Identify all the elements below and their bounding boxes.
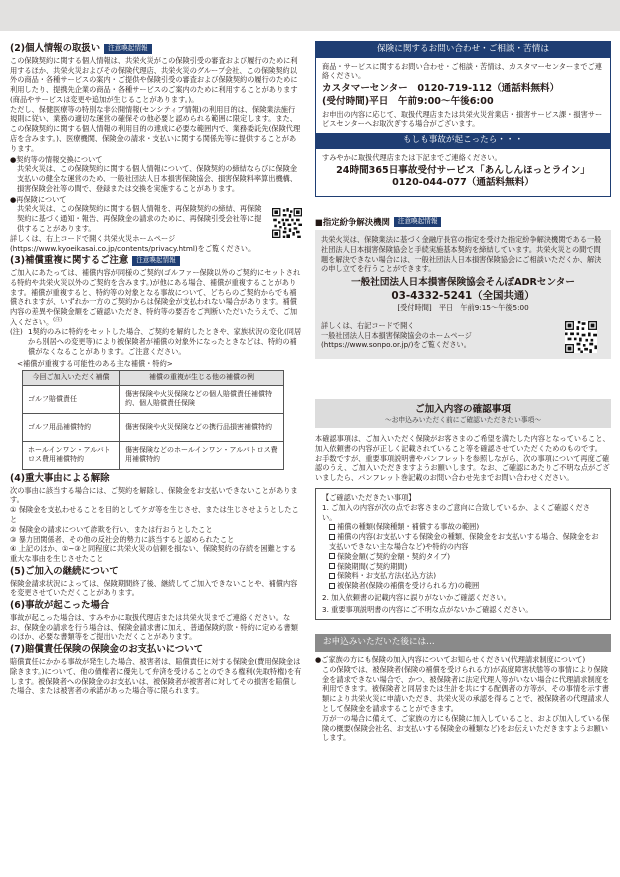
- checkbox-icon[interactable]: [329, 524, 335, 530]
- contact-title: 保険に関するお問い合わせ・ご相談・苦情は: [316, 42, 610, 58]
- table-header: 今回ご加入いただく補償: [23, 371, 120, 386]
- adr-more: 詳しくは、右記コードで開く: [321, 320, 415, 330]
- privacy-heading: (2)個人情報の取扱い 注意喚起情報: [10, 43, 302, 55]
- confirm-paragraph-2: お手数ですが、重要事項説明書やパンフレットを参照しながら、次の事項について再度ご確認のうえ、ご加入いただきますようお願いします。なお、ご確認にあたりご不明な点がございましたら、パンフレット巻記載のお問い合わせ先までお問い合わせください。: [315, 453, 610, 483]
- confirm-title-band: [315, 399, 611, 428]
- continue-text: 保険金請求状況によっては、保険期間終了後、継続してご加入できないことや、補償内容を変更させていただくことがあります。: [10, 578, 298, 598]
- checkbox-row[interactable]: 補償の種類(保険種類・補償する事故の範囲): [322, 522, 604, 532]
- privacy-section: [10, 43, 302, 253]
- adr-more-2: 一般社団法人日本損害保険協会のホームページ: [321, 330, 472, 340]
- overlap-note: (注) 1契約のみに特約をセットした場合、ご契約を解約したときや、家族状況の変化(同居から別居への変更等)により被保険者が補償の対象外になったときなどは、特約の補償がなくなることがあります。ご注意ください。: [10, 327, 302, 356]
- after-text-2: 万が一の場合に備えて、ご家族の方にも保険に加入していること、および加入している保険の概要(保険会社名、お支払いする保険金の種類など)をお伝えいただきますようお願いします。: [322, 713, 610, 743]
- table-caption: <補償が重複する可能性のある主な補償・特約>: [17, 358, 173, 368]
- after-bullet: ●ご家族の方にも保険の加入内容についてお知らせください(代理請求制度について): [315, 655, 586, 665]
- overlap-paragraph: ご加入にあたっては、補償内容が同様のご契約(ゴルファー保険以外のご契約にセットされる特約や共栄火災以外のご契約を含みます。)が他にある場合、補償が重複することがあります。補償が重複すると、特約等の対象となる事故について、どちらのご契約からでも補償されますが、いずれか一方のご契約からは保険金が支払われない場合があります。補償内容の差異や保険金額をご確認いただき、特約等の要否をご判断いただいたうえで、ご加入ください。$^{(注)}$: [10, 268, 301, 327]
- checkbox-row[interactable]: 補償の内容(お支払いする保険金の種類、保険金をお支払いする場合、保険金をお支払いできない主な場合など)や特約の内容: [329, 532, 599, 551]
- table-cell: 傷害保険や火災保険などの携行品損害補償特約: [120, 413, 284, 441]
- overlap-heading: (3)補償重複に関するご注意 注意喚起情報: [10, 255, 302, 267]
- continue-section: [10, 566, 302, 598]
- table-cell: ホールインワン・アルバトロス費用補償特約: [23, 441, 120, 469]
- cancel-heading: (4)重大事由による解除: [10, 472, 110, 484]
- liability-heading: (7)賠償責任保険の保険金のお支払いについて: [10, 644, 204, 656]
- cancel-intro: 次の事由に該当する場合には、ご契約を解除し、保険金をお支払いできないことがあります。: [10, 485, 298, 505]
- confirm-paragraph-1: 本確認事項は、ご加入いただく保険がお客さまのご希望を満たした内容となっていること、加入依頼書の内容が正しく記載されていること等を確認させていただくためのものです。: [315, 434, 610, 453]
- accident-heading: (6)事故が起こった場合: [10, 600, 110, 612]
- table-cell: ゴルフ賠償責任: [23, 385, 120, 413]
- liability-text: 賠償責任にかかる事故が発生した場合、被害者は、賠償責任に対する保険金(費用保険金は除きます。)について、他の債権者に優先して弁済を受けることのできる権利(先取特権)を有します。被保険者への保険金のお支払いは、被保険者が被害者に対してその損害を賠償した場合、または被害者の承諾があった場合等に限られます。: [10, 657, 302, 696]
- list-item: ④ 上記のほか、①~③と同程度に共栄火災の信頼を損ない、保険契約の存続を困難とする重大な事由を生じさせたこと: [10, 544, 297, 564]
- checkbox-icon[interactable]: [329, 563, 335, 569]
- checkbox-icon[interactable]: [329, 553, 335, 559]
- table-cell: 傷害保険などのホールインワン・アルバトロス費用補償特約: [120, 441, 284, 469]
- liability-section: [10, 644, 302, 696]
- continue-heading: (5)ご加入の継続について: [10, 565, 119, 577]
- checklist-item: 1. ご加入の内容が次の点でお客さまのご意向に合致しているか、よくご確認ください。: [322, 502, 590, 522]
- checklist-title: 【ご確認いただきたい事項】: [322, 493, 416, 503]
- caution-tag: 注意喚起情報: [394, 217, 442, 227]
- accident-section: [10, 600, 302, 642]
- top-band: [0, 0, 620, 31]
- checkbox-icon[interactable]: [329, 573, 335, 579]
- privacy-paragraph-1: この保険契約に関する個人情報は、共栄火災がこの保険引受の審査および履行のために利用するほか、共栄火災およびその保険代理店、共栄火災のグループ会社、この保険契約以外の商品・各種サービスの案内・ご提供や保険引受の審査および保険契約の履行のために利用したり、提携先企業の商品・各種サービスのご案内のために利用することがあります(商品やサービスは変更や追加が生じることがあります。)。: [10, 55, 298, 104]
- adr-box: [315, 230, 611, 359]
- contact-intro: 商品・サービスに関するお問い合わせ・ご相談・苦情は、カスタマーセンターまでご連絡ください。: [322, 61, 602, 81]
- table-row: [23, 441, 284, 469]
- left-column: [10, 41, 302, 696]
- table-cell: ゴルフ用品補償特約: [23, 413, 120, 441]
- overlap-section: [10, 255, 302, 469]
- table-header: 補償の重複が生じる他の補償の例: [120, 371, 284, 386]
- qr-code-icon[interactable]: [565, 321, 597, 353]
- privacy-more: 詳しくは、右上コードで開く共栄火災ホームページ: [10, 233, 176, 243]
- table-cell: 傷害保険や火災保険などの個人賠償責任補償特約、個人賠償責任保険: [120, 385, 284, 413]
- caution-tag: 注意喚起情報: [132, 256, 180, 266]
- cancel-section: [10, 473, 302, 564]
- table-row: [23, 385, 284, 413]
- note-ref: (注): [53, 317, 63, 324]
- contact-note: お申出の内容に応じて、取扱代理店または共栄火災営業店・損害サービス課・損害サービスセンターへお取次ぎする場合がございます。: [322, 109, 603, 129]
- confirm-checklist: [315, 488, 611, 620]
- adr-url-link[interactable]: (https://www.sonpo.or.jp/)をご覧ください。: [321, 340, 471, 350]
- adr-hours: [受付時間] 平日 午前9:15～午後5:00: [397, 303, 529, 313]
- info-exchange-bullet: ●契約等の情報交換について: [10, 154, 103, 164]
- overlap-table: [22, 370, 284, 470]
- privacy-paragraph-2: ただし、保健医療等の特別な非公開情報(センシティブ情報)の利用目的は、保険業法施行規則に従い、業務の適切な運営の確保その他必要と認められる範囲に限定します。また、この保険契約に関する個人情報の利用目的の達成に必要な範囲内で、業務委託先(保険代理店を含みます。)、医療機関、保険金の請求・支払いに関する関係先等に提供することがあります。: [10, 104, 301, 153]
- privacy-url-link[interactable]: (https://www.kyoeikasai.co.jp/contents/privacy.html)をご覧ください。: [10, 243, 256, 253]
- contact-box: [315, 41, 611, 197]
- customer-center-phone[interactable]: カスタマーセンター 0120-719-112（通話料無料）: [322, 83, 560, 95]
- confirm-title: ご加入内容の確認事項: [415, 403, 511, 415]
- after-application-title: お申込みいただいた後には…: [315, 634, 611, 652]
- list-item: ① 保険金を支払わせることを目的としてケガ等を生じさせ、または生じさせようとしたこと: [10, 505, 299, 524]
- list-item: ③ 暴力団関係者、その他の反社会的勢力に該当すると認められたこと: [10, 534, 235, 544]
- list-item: ② 保険金の請求について詐欺を行い、または行おうとしたこと: [10, 524, 213, 534]
- checkbox-row[interactable]: 保険金額(ご契約金額・契約タイプ): [322, 552, 604, 562]
- qr-code-icon[interactable]: [272, 208, 302, 238]
- confirm-subtitle: ～お申込みいただく前にご確認いただきたい事項～: [384, 415, 542, 424]
- checklist-item: 3. 重要事項説明書の内容にご不明な点がないかご確認ください。: [322, 604, 533, 614]
- table-row: [23, 413, 284, 441]
- adr-text: 共栄火災は、保険業法に基づく金融庁長官の指定を受けた指定紛争解決機関である一般社団法人日本損害保険協会と手続実施基本契約を締結しています。共栄火災との間で問題を解決できない場合には、一般社団法人日本損害保険協会にご相談いただくか、解決の申し立てを行うことができます。: [321, 234, 602, 274]
- checkbox-icon[interactable]: [329, 583, 335, 589]
- checkbox-row[interactable]: 保険期間(ご契約期間): [322, 562, 604, 572]
- emergency-phone[interactable]: 0120-044-077（通話料無料）: [392, 177, 534, 189]
- accident-text: 事故が起こった場合は、すみやかに取扱代理店または共栄火災までご連絡ください。なお、保険金の請求を行う場合は、保険金請求書に加え、普通保険約款・特約に定める書類のほか、必要な書類等をご提出いただくことがあります。: [10, 612, 298, 642]
- reinsurance-bullet: ●再保険について: [10, 194, 67, 204]
- caution-tag: 注意喚起情報: [104, 44, 152, 54]
- checkbox-row[interactable]: 保険料・お支払方法(払込方法): [322, 571, 604, 581]
- info-exchange-text: 共栄火災は、この保険契約に関する個人情報について、保険契約の締結ならびに保険金支払いの健全な運営のため、一般社団法人日本損害保険協会、損害保険料率算出機構、損害保険会社等の間で、登録または交換を実施することがあります。: [17, 164, 298, 193]
- emergency-service: 24時間365日事故受付サービス「あんしんほっとライン」: [336, 164, 590, 176]
- adr-center-name: 一般社団法人日本損害保険協会そんぽADRセンター: [351, 277, 575, 289]
- emergency-intro: すみやかに取扱代理店または下記までご連絡ください。: [322, 152, 502, 162]
- checkbox-row[interactable]: 被保険者(保険の補償を受けられる方)の範囲: [322, 581, 604, 591]
- reinsurance-text: 共栄火災は、この保険契約に関する個人情報を、再保険契約の締結、再保険契約に基づく通知・報告、再保険金の請求のために、再保険引受会社等に提供することがあります。: [17, 204, 262, 234]
- right-column: [315, 41, 611, 743]
- customer-center-hours: (受付時間)平日 午前9:00～午後6:00: [322, 95, 494, 107]
- emergency-title: もしも事故が起こったら・・・: [316, 133, 610, 149]
- adr-phone[interactable]: 03-4332-5241（全国共通）: [391, 289, 535, 302]
- checkbox-icon[interactable]: [329, 534, 335, 540]
- checklist-item: 2. 加入依頼書の記載内容に誤りがないかご確認ください。: [322, 592, 511, 602]
- after-text-1: この保険では、被保険者(保険の補償を受けられる方)が高度障害状態等の事情により保険金を請求できない場合で、かつ、被保険者に法定代理人等がいない場合に代理請求制度を利用できます。被保険者と同居または生計を共にする配偶者の方等が、その事情を示す書類により共栄火災に申請いただき、共栄火災の承認を得ることで、被保険者の代理請求人として保険金を請求することができます。: [322, 664, 610, 713]
- adr-heading: ■指定紛争解決機関 注意喚起情報: [315, 217, 611, 228]
